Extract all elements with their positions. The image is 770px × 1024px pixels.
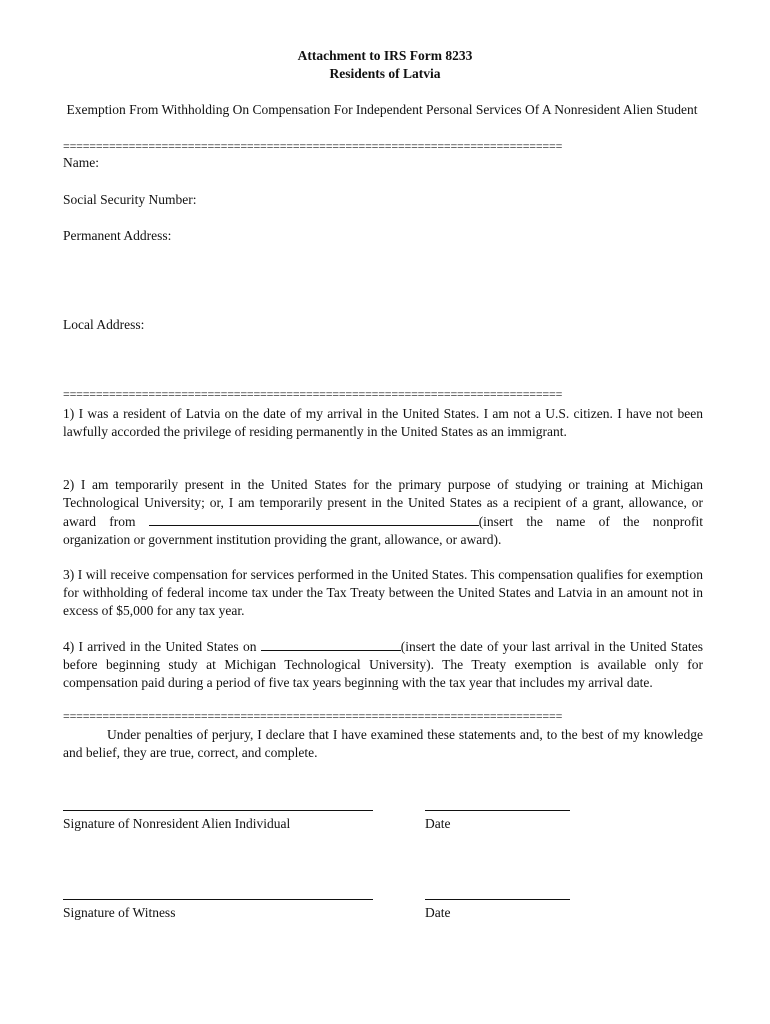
name-label: Name: — [63, 155, 99, 170]
signature-alien-label: Signature of Nonresident Alien Individual — [63, 816, 291, 831]
title-line-1: Attachment to IRS Form 8233 — [297, 48, 473, 63]
title-line-2: Residents of Latvia — [329, 66, 441, 81]
perjury-declaration: Under penalties of perjury, I declare that I have examined these statements and, to the best of my knowledge and belief, they are true, correct, and complete. — [63, 727, 703, 760]
date-line-2[interactable] — [425, 899, 570, 900]
date-label-2: Date — [425, 905, 451, 920]
grant-organization-blank[interactable] — [149, 512, 479, 526]
divider-rule-1: ============================================================================ — [63, 139, 563, 153]
date-line-1[interactable] — [425, 810, 570, 811]
ssn-label: Social Security Number: — [63, 192, 197, 207]
divider-rule-3: ============================================================================ — [63, 709, 563, 723]
statement-3: 3) I will receive compensation for services performed in the United States. This compensation qualifies for exemption for withholding of federal income tax under the Tax Treaty between the United States and Latvia in an amount not in excess of $5,000 for any tax year. — [63, 567, 703, 618]
date-label-1: Date — [425, 816, 451, 831]
statement-1: 1) I was a resident of Latvia on the date of my arrival in the United States. I am not a U.S. citizen. I have not been lawfully accorded the privilege of residing permanently in the United States as an immigrant. — [63, 406, 703, 439]
statement-2-text-a: 2) I am temporarily present in the United States for the primary purpose of studying or training at Michigan Technological University; or, I am temporarily present in the United States as a recipient of a grant, allowance, or award from — [63, 477, 703, 529]
signature-witness-label: Signature of Witness — [63, 905, 176, 920]
statement-2-text-b: (insert the name of the nonprofit organization or government institution providing the grant, allowance, or award). — [63, 514, 704, 547]
signature-line-alien[interactable] — [63, 810, 373, 811]
statement-4 — [63, 637, 703, 692]
form-subtitle: Exemption From Withholding On Compensation For Independent Personal Services Of A Nonresident Alien Student — [66, 102, 698, 117]
divider-rule-2: ============================================================================ — [63, 387, 563, 401]
statement-2 — [63, 476, 703, 549]
signature-line-witness[interactable] — [63, 899, 373, 900]
statement-4-text-b: (insert the date of your last arrival in the United States before beginning study at Michigan Technological University). The Treaty exemption is available only for compensation paid during a period of five tax years beginning with the tax year that includes my arrival date. — [63, 639, 704, 690]
arrival-date-blank[interactable] — [261, 637, 401, 651]
statement-4-text-a: 4) I arrived in the United States on — [63, 639, 257, 654]
permanent-address-label: Permanent Address: — [63, 228, 172, 243]
local-address-label: Local Address: — [63, 317, 145, 332]
